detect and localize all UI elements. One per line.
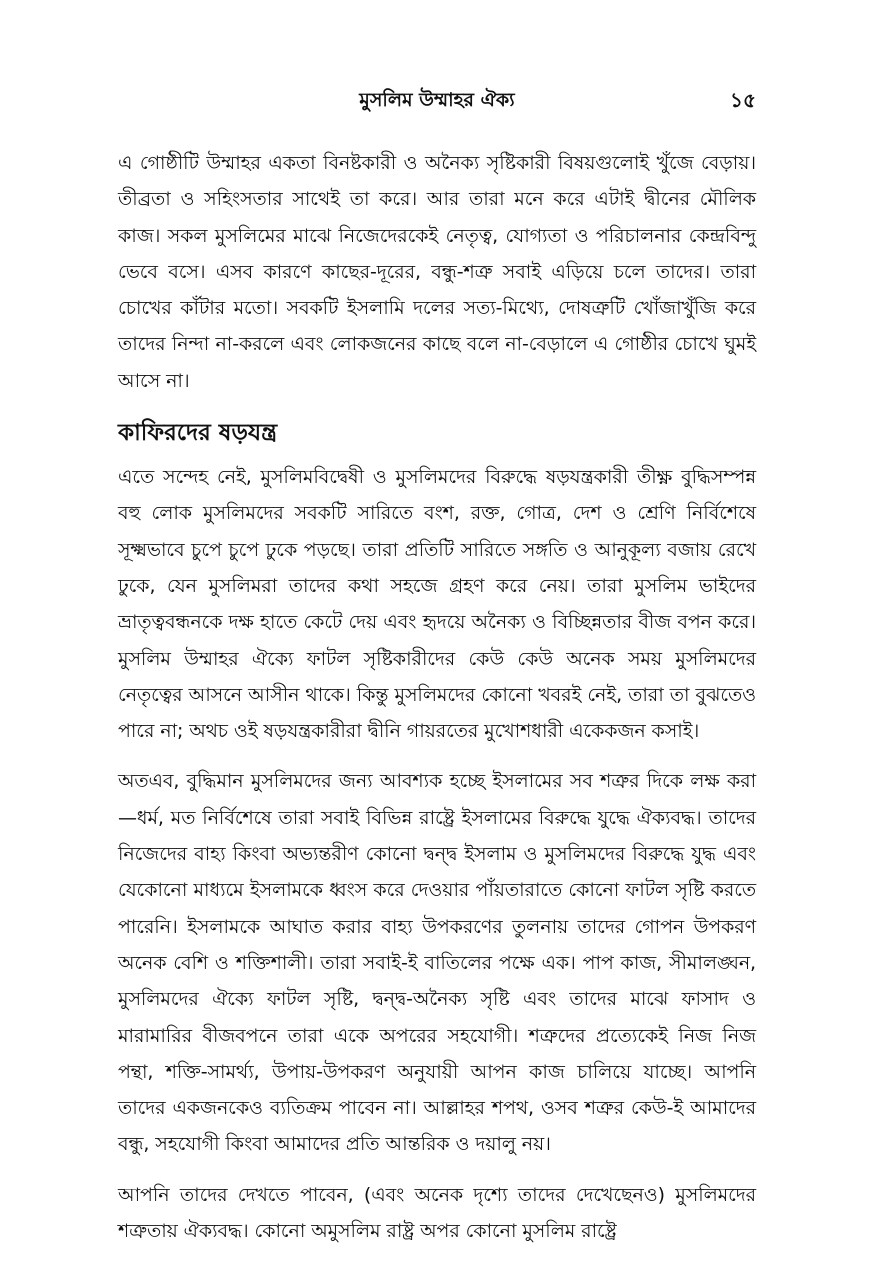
section-heading: কাফিরদের ষড়যন্ত্র xyxy=(118,420,278,447)
page-number: ১৫ xyxy=(730,88,756,112)
body-text xyxy=(118,145,756,1263)
paragraph-2: এতে সন্দেহ নেই, মুসলিমবিদ্বেষী ও মুসলিমদের বিরুদ্ধে ষড়যন্ত্রকারী তীক্ষ্ণ বুদ্ধিসম্পন্ন বহু লোক মুসলিমদের সবকটি সারিতে বংশ, রক্ত, গোত্র, দেশ ও শ্রেণি নির্বিশেষে সূক্ষ্মভাবে চুপে চুপে ঢুকে পড়ছে। তারা প্রতিটি সারিতে সঙ্গতি ও আনুকূল্য বজায় রেখে ঢুকে, যেন মুসলিমরা তাদের কথা সহজে গ্রহণ করে নেয়। তারা মুসলিম ভাইদের ভ্রাতৃত্ববন্ধনকে দক্ষ হাতে কেটে দেয় এবং হৃদয়ে অনৈক্য ও বিচ্ছিন্নতার বীজ বপন করে। মুসলিম উম্মাহর ঐক্যে ফাটল সৃষ্টিকারীদের কেউ কেউ অনেক সময় মুসলিমদের নেতৃত্বের আসনে আসীন থাকে। কিন্তু মুসলিমদের কোনো খবরই নেই, তারা তা বুঝতেও পারে না; অথচ ওই ষড়যন্ত্রকারীরা দ্বীনি গায়রতের মুখোশধারী একেকজন কসাই। xyxy=(118,466,756,743)
paragraph-1: এ গোষ্ঠীটি উম্মাহর একতা বিনষ্টকারী ও অনৈক্য সৃষ্টিকারী বিষয়গুলোই খুঁজে বেড়ায়। তীব্রতা ও সহিংসতার সাথেই তা করে। আর তারা মনে করে এটাই দ্বীনের মৌলিক কাজ। সকল মুসলিমের মাঝে নিজেদেরকেই নেতৃত্ব, যোগ্যতা ও পরিচালনার কেন্দ্রবিন্দু ভেবে বসে। এসব কারণে কাছের-দূরের, বন্ধু-শত্রু সবাই এড়িয়ে চলে তাদের। তারা চোখের কাঁটার মতো। সবকটি ইসলামি দলের সত্য-মিথ্যে, দোষত্রুটি খোঁজাখুঁজি করে তাদের নিন্দা না-করলে এবং লোকজনের কাছে বলে না-বেড়ালে এ গোষ্ঠীর চোখে ঘুমই আসে না। xyxy=(118,152,756,392)
running-header xyxy=(118,80,756,120)
running-title: মুসলিম উম্মাহর ঐক্য xyxy=(359,89,515,111)
paragraph-3: অতএব, বুদ্ধিমান মুসলিমদের জন্য আবশ্যক হচ্ছে ইসলামের সব শত্রুর দিকে লক্ষ করা—ধর্ম, মত নির্বিশেষে তারা সবাই বিভিন্ন রাষ্ট্রে ইসলামের বিরুদ্ধে যুদ্ধে ঐক্যবদ্ধ। তাদের নিজেদের বাহ্য কিংবা অভ্যন্তরীণ কোনো দ্বন্দ্ব ইসলাম ও মুসলিমদের বিরুদ্ধে যুদ্ধ এবং যেকোনো মাধ্যমে ইসলামকে ধ্বংস করে দেওয়ার পাঁয়তারাতে কোনো ফাটল সৃষ্টি করতে পারেনি। ইসলামকে আঘাত করার বাহ্য উপকরণের তুলনায় তাদের গোপন উপকরণ অনেক বেশি ও শক্তিশালী। তারা সবাই-ই বাতিলের পক্ষে এক। পাপ কাজ, সীমালঙ্ঘন, মুসলিমদের ঐক্যে ফাটল সৃষ্টি, দ্বন্দ্ব-অনৈক্য সৃষ্টি এবং তাদের মাঝে ফাসাদ ও মারামারির বীজবপনে তারা একে অপরের সহযোগী। শত্রুদের প্রত্যেকেই নিজ নিজ পন্থা, শক্তি-সামর্থ্য, উপায়-উপকরণ অনুযায়ী আপন কাজ চালিয়ে যাচ্ছে। আপনি তাদের একজনকেও ব্যতিক্রম পাবেন না। আল্লাহর শপথ, ওসব শত্রুর কেউ-ই আমাদের বন্ধু, সহযোগী কিংবা আমাদের প্রতি আন্তরিক ও দয়ালু নয়। xyxy=(118,770,756,1156)
paragraph-4: আপনি তাদের দেখতে পাবেন, (এবং অনেক দৃশ্যে তাদের দেখেছেনও) মুসলিমদের শত্রুতায় ঐক্যবদ্ধ। কোনো অমুসলিম রাষ্ট্র অপর কোনো মুসলিম রাষ্ট্রে xyxy=(118,1183,756,1243)
